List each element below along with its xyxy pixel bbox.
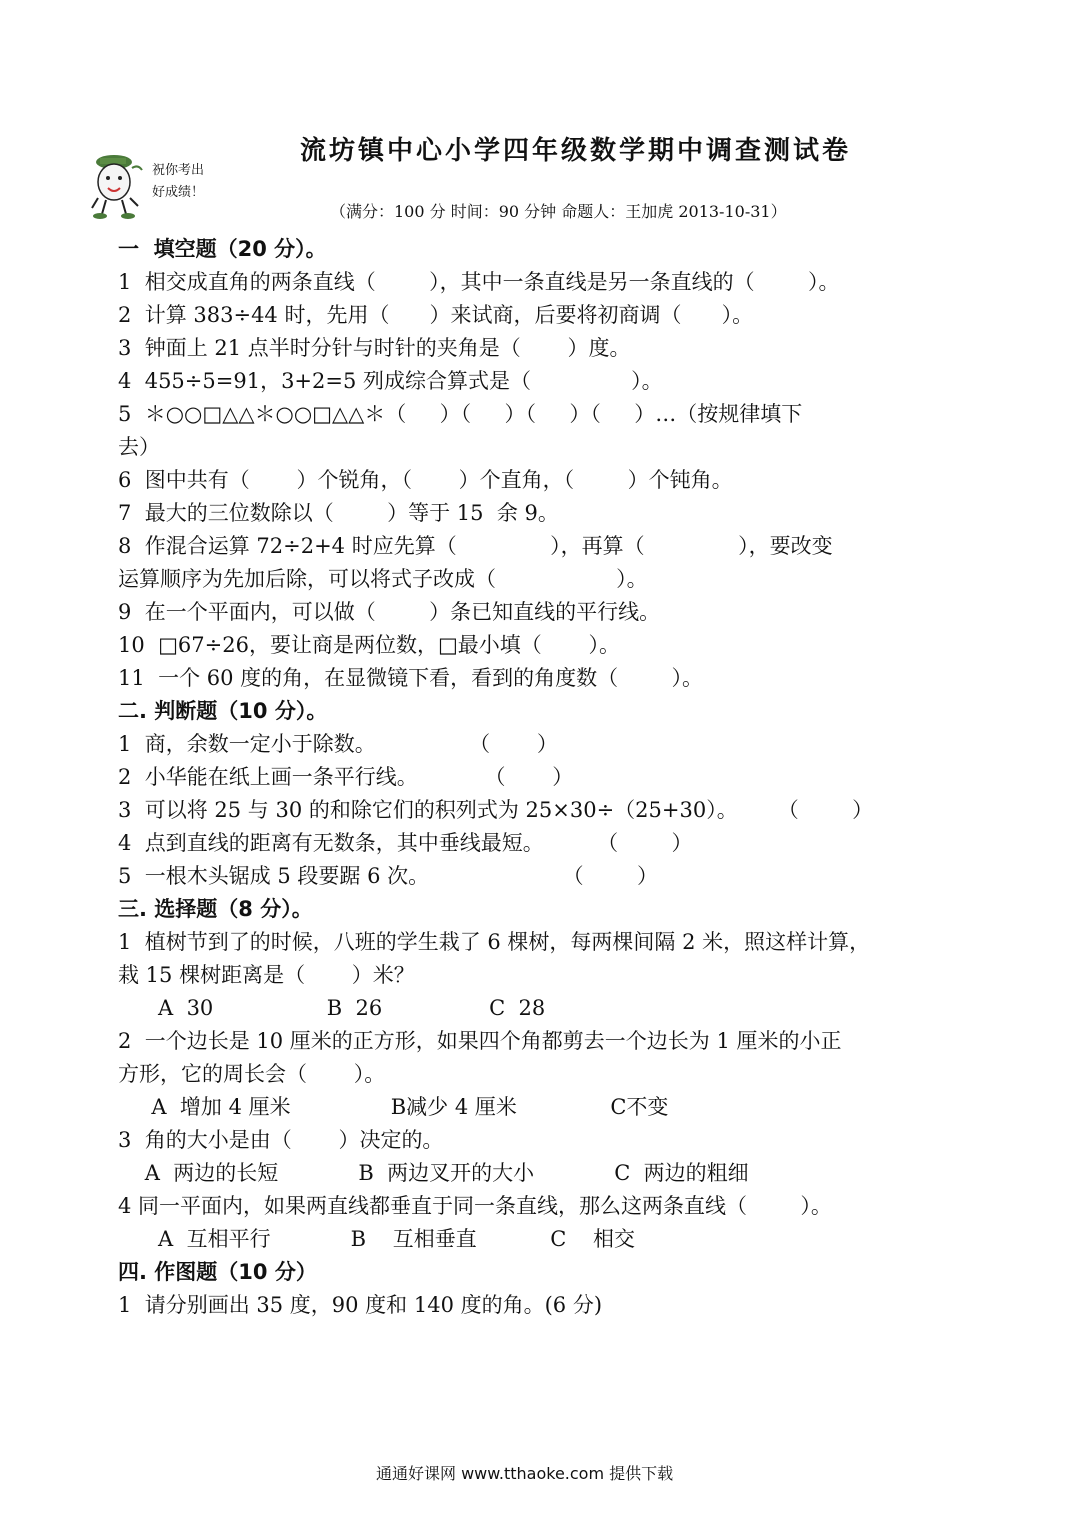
question-3-1-line2: 栽 15 棵树距离是（ ）米？ <box>118 963 415 987</box>
exam-subtitle: （满分：100 分 时间：90 分钟 命题人：王加虎 2013-10-31） <box>330 202 787 221</box>
question-1-4: 4 455÷5=91，3+2=5 列成综合算式是（ ）。 <box>118 369 663 393</box>
question-3-2-options: A 增加 4 厘米 B减少 4 厘米 C不变 <box>118 1095 669 1119</box>
page-footer: 通通好课网 www.tthaoke.com 提供下载 <box>376 1464 674 1483</box>
question-4-1: 1 请分别画出 35 度，90 度和 140 度的角。(6 分) <box>118 1293 603 1317</box>
question-1-7: 7 最大的三位数除以（ ）等于 15 余 9。 <box>118 501 559 525</box>
question-3-3: 3 角的大小是由（ ）决定的。 <box>118 1128 444 1152</box>
question-1-8-line2: 运算顺序为先加后除，可以将式子改成（ ）。 <box>118 567 648 591</box>
question-1-3: 3 钟面上 21 点半时分针与时针的夹角是（ ）度。 <box>118 336 631 360</box>
question-3-1-options: A 30 B 26 C 28 <box>118 996 546 1020</box>
mascot-caption-line2: 好成绩！ <box>152 185 205 200</box>
question-1-9: 9 在一个平面内，可以做（ ）条已知直线的平行线。 <box>118 600 661 624</box>
question-2-1: 1 商，余数一定小于除数。 （ ） <box>118 732 558 756</box>
exam-content <box>118 233 968 1322</box>
question-1-1: 1 相交成直角的两条直线（ ），其中一条直线是另一条直线的（ ）。 <box>118 270 840 294</box>
question-1-10: 10 □67÷26，要让商是两位数，□最小填（ ）。 <box>118 633 621 657</box>
mascot-caption-line1: 祝你考出 <box>152 163 205 178</box>
question-2-4: 4 点到直线的距离有无数条，其中垂线最短。 （ ） <box>118 831 693 855</box>
question-3-3-options: A 两边的长短 B 两边叉开的大小 C 两边的粗细 <box>118 1161 749 1185</box>
question-2-3: 3 可以将 25 与 30 的和除它们的积列式为 25×30÷（25+30）。 （ ） <box>118 798 874 822</box>
section-2-heading: 二. 判断题（10 分）。 <box>118 699 328 723</box>
question-1-2: 2 计算 383÷44 时，先用（ ）来试商，后要将初商调（ ）。 <box>118 303 754 327</box>
question-3-4: 4 同一平面内，如果两直线都垂直于同一条直线，那么这两条直线（ ）。 <box>118 1194 832 1218</box>
exam-title: 流坊镇中心小学四年级数学期中调查测试卷 <box>300 136 852 166</box>
question-3-2-line2: 方形，它的周长会（ ）。 <box>118 1062 386 1086</box>
question-2-2: 2 小华能在纸上画一条平行线。 （ ） <box>118 765 574 789</box>
question-1-11: 11 一个 60 度的角，在显微镜下看，看到的角度数（ ）。 <box>118 666 704 690</box>
question-2-5: 5 一根木头锯成 5 段要踞 6 次。 （ ） <box>118 864 659 888</box>
mascot-illustration <box>84 148 148 220</box>
question-3-2-line1: 2 一个边长是 10 厘米的正方形，如果四个角都剪去一个边长为 1 厘米的小正 <box>118 1029 842 1053</box>
question-1-5-line1: 5 ＊○○□△△＊○○□△△＊（ ）（ ）（ ）（ ）…（按规律填下 <box>118 402 803 426</box>
question-1-5-line2: 去） <box>118 435 160 459</box>
section-3-heading: 三. 选择题（8 分）。 <box>118 897 313 921</box>
question-3-1-line1: 1 植树节到了的时候，八班的学生栽了 6 棵树，每两棵间隔 2 米，照这样计算， <box>118 930 871 954</box>
section-4-heading: 四. 作图题（10 分） <box>118 1260 317 1284</box>
question-3-4-options: A 互相平行 B 互相垂直 C 相交 <box>118 1227 636 1251</box>
question-1-8-line1: 8 作混合运算 72÷2+4 时应先算（ ），再算（ ），要改变 <box>118 534 833 558</box>
question-1-6: 6 图中共有（ ）个锐角，（ ）个直角，（ ）个钝角。 <box>118 468 733 492</box>
mascot-caption <box>152 160 204 204</box>
section-1-heading: 一 填空题（20 分）。 <box>118 237 327 261</box>
